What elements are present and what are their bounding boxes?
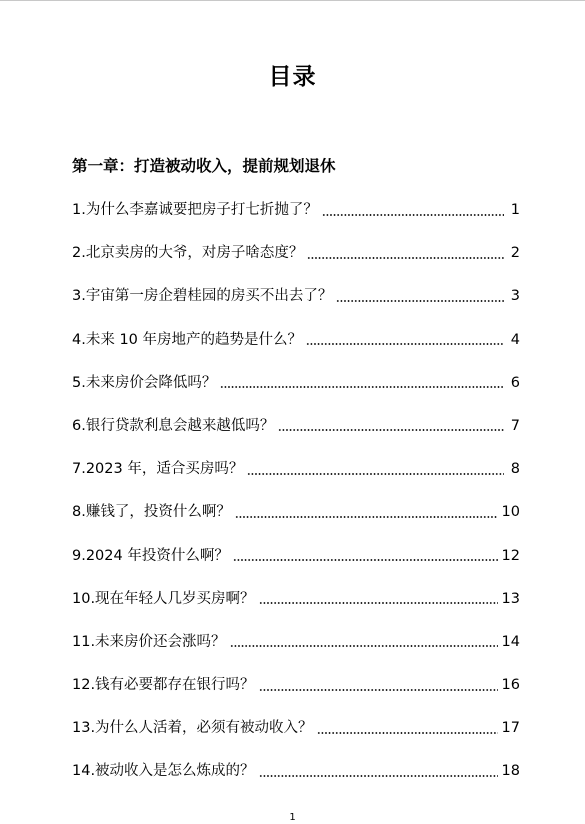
toc-entry-title: 14.被动收入是怎么炼成的？ [72,763,255,780]
toc-list [72,200,520,805]
toc-entry[interactable] [72,546,520,567]
toc-entry-title: 1.为什么李嘉诚要把房子打七折抛了？ [72,202,318,218]
toc-entry-page: 2 [510,245,520,262]
toc-entry[interactable] [72,459,520,480]
dot-leader [233,559,498,561]
toc-entry-page: 18 [501,763,520,780]
toc-entry-page: 16 [501,677,520,694]
dot-leader [220,386,504,388]
toc-entry-title: 4.未来 10 年房地产的趋势是什么？ [72,331,303,348]
toc-entry[interactable] [72,718,520,739]
dot-leader [259,689,498,691]
toc-entry[interactable] [72,416,520,437]
toc-entry-page: 3 [510,288,520,305]
toc-entry-title: 5.未来房价会降低吗？ [72,374,217,391]
toc-entry[interactable] [72,502,520,523]
toc-entry-title: 2.北京卖房的大爷，对房子啥态度？ [72,245,304,262]
toc-entry-title: 8.赚钱了，投资什么啊？ [72,504,231,521]
toc-entry-page: 1 [510,202,520,218]
dot-leader [259,775,498,777]
toc-entry-title: 13.为什么人活着，必须有被动收入？ [72,720,313,737]
dot-leader [230,645,498,647]
toc-entry[interactable] [72,286,520,307]
toc-entry[interactable] [72,243,520,264]
toc-entry-page: 8 [510,461,520,478]
toc-entry-title: 11.未来房价还会涨吗？ [72,633,226,650]
toc-entry-page: 13 [501,590,520,607]
toc-entry-title: 9.2024 年投资什么啊？ [72,547,229,564]
toc-entry[interactable] [72,330,520,351]
toc-entry-page: 17 [501,720,520,737]
dot-leader [278,429,504,431]
toc-entry[interactable] [72,373,520,394]
toc-entry-title: 3.宇宙第一房企碧桂园的房买不出去了？ [72,288,333,305]
toc-entry-page: 14 [501,633,520,650]
page-top-edge [0,0,585,1]
toc-entry-title: 12.钱有必要都存在银行吗？ [72,677,255,694]
dot-leader [306,343,504,345]
toc-entry[interactable] [72,761,520,782]
dot-leader [247,473,504,475]
toc-entry[interactable] [72,200,520,221]
toc-entry-page: 10 [501,504,520,521]
chapter-heading[interactable]: 第一章：打造被动收入，提前规划退休 [72,157,336,175]
toc-entry[interactable] [72,632,520,653]
toc-entry-title: 6.银行贷款利息会越来越低吗？ [72,417,275,434]
dot-leader [307,257,504,259]
toc-entry-title: 10.现在年轻人几岁买房啊？ [72,590,255,607]
dot-leader [336,300,504,302]
page-number: 1 [289,812,296,823]
toc-entry-page: 6 [510,374,520,391]
dot-leader [317,732,498,734]
toc-entry-page: 7 [510,417,520,434]
toc-entry-title: 7.2023 年，适合买房吗？ [72,461,244,478]
page-title: 目录 [268,64,317,90]
dot-leader [259,602,498,604]
toc-entry-page: 12 [501,547,520,564]
dot-leader [235,516,498,518]
dot-leader [322,214,504,216]
toc-entry-page: 4 [510,331,520,348]
toc-entry[interactable] [72,675,520,696]
toc-entry[interactable] [72,589,520,610]
